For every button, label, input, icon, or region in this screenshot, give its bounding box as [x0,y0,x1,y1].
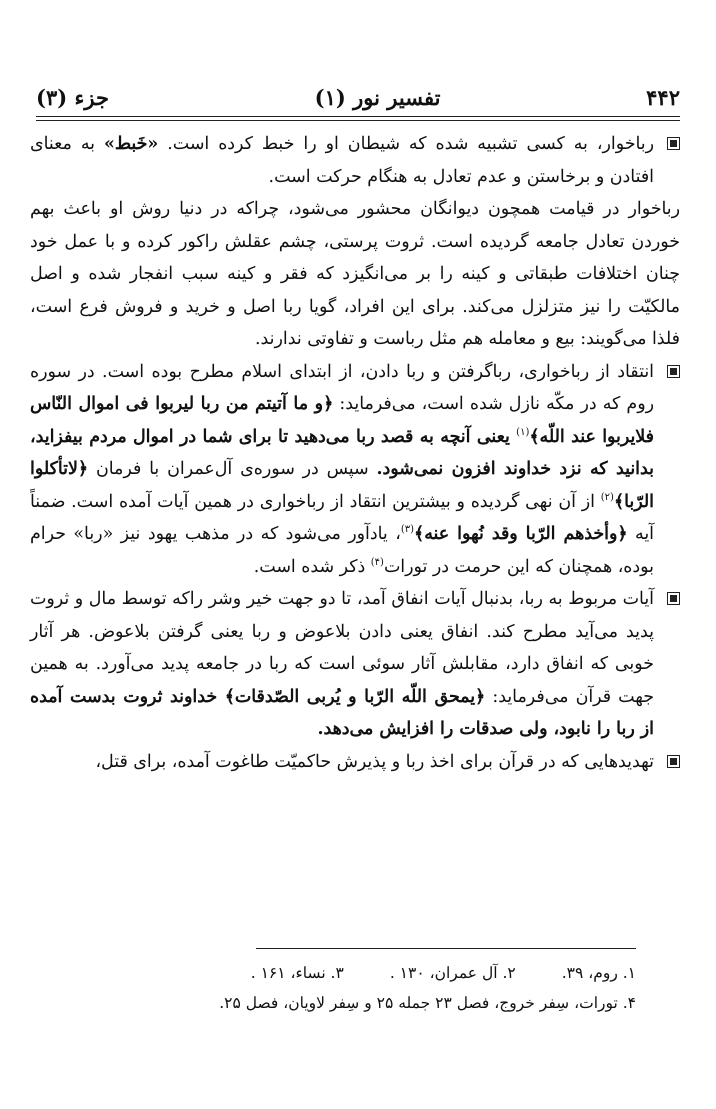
footnote-3: ۳. نساء، ۱۶۱ . [250,964,344,982]
text-run: آیات مربوط به ربا، بدنبال آیات انفاق آمد، تا دو جهت خیر وشر راکه توسط مال و ثروت پدید می‌آید مطرح کند. انفاق یعنی دادن بلاعوض و ربا یعنی گرفتن بلاعوض. هر آثار خوبی که انفاق دارد، مقابلش آثار سوئی است که ربا در جامعه پدید می‌آورد. به همین جهت قرآن می‌فرماید: [30,589,654,707]
bullet-box-icon [667,365,680,378]
paragraph [30,746,680,779]
emphasis-text: «خَبط» [103,134,159,154]
bullet-box-icon [667,592,680,605]
text-run: ، یادآور می‌شود که در مذهب یهود نیز «ربا» حرام بوده، همچنان که این حرمت در تورات [30,524,654,577]
text-run: به معنای افتادن و برخاستن و عدم تعادل به هنگام حرکت است. [30,134,654,187]
running-header [36,80,680,114]
text-run: انتقاد از رباخواری، رباگرفتن و ربا دادن، از ابتدای اسلام مطرح بوده است. در سوره روم که در مکّه نازل شده است، می‌فرماید: [30,361,654,414]
footnote-2: ۲. آل عمران، ۱۳۰ . [389,964,516,982]
text-run: ذکر شده است. [253,556,371,577]
footnote-ref: (۳) [400,524,415,536]
text-run: از آن نهی گردیده و بیشترین انتقاد از رباخواری در همین آیات آمده است. ضمناً آیه [30,491,655,544]
footnotes [60,958,636,1018]
emphasis-text: ﴿یمحق اللّه الرّبا و یُربی الصّدقات﴾ [224,686,486,707]
footnote-ref: (۱) [516,426,530,438]
paragraph [30,128,680,193]
footnote-ref: (۲) [600,491,614,503]
bullet-box-icon [667,137,680,150]
page-number: ۴۴۲ [646,84,680,110]
header-rule [36,116,680,117]
footnote-rule [256,948,636,949]
paragraph [30,583,680,746]
emphasis-text: ﴿و ما آتیتم من ربا لیربوا فی اموال النّاس فلایربوا عند اللّه﴾ [30,394,654,447]
bullet-box-icon [667,755,680,768]
text-run: رباخوار در قیامت همچون دیوانگان محشور می‌شود، چراکه در دنیا روش او باعث بهم خوردن تعادل جامعه گردیده است. ثروت پرستی، چشم عقلش راکور کرده و با عمل خود چنان اختلافات طبقاتی و کینه را بر می‌انگیزد که فقر و کینه سبب انفجار شده و اصل مالکیّت را نیز متزلزل می‌کند. برای این افراد، گویا ربا اصل و خرید و فروش فرع است، فلذا می‌گویند: بیع و معامله هم مثل رباست و تفاوتی ندارند. [30,199,680,349]
paragraph [30,193,680,356]
section-label: جزء (۳) [36,84,109,110]
emphasis-text: یعنی آنچه به قصد ربا می‌دهید تا برای شما در اموال مردم بیفزاید، بدانید که نزد خداوند افزون نمی‌شود. [30,426,654,479]
footnote-4: ۴. تورات، سِفر خروج، فصل ۲۳ جمله ۲۵ و سِفر لاویان، فصل ۲۵. [219,994,636,1012]
footnote-1: ۱. روم، ۳۹. [561,964,636,982]
text-run: رباخوار، به کسی تشبیه شده که شیطان او را خبط کرده است. [158,134,654,154]
emphasis-text: ﴿وأخذهم الرّبا وقد نُهوا عنه﴾ [414,524,628,544]
header-rule-second [36,120,680,121]
emphasis-text: ﴿لاتأکلوا الرّبا﴾ [30,459,654,512]
emphasis-text: خداوند ثروت بدست آمده از ربا را نابود، ولی صدقات را افزایش می‌دهد. [30,686,654,739]
paragraph [30,356,680,584]
page-body [30,128,680,778]
text-run: سپس در سوره‌ی آل‌عمران با فرمان [88,459,377,479]
book-title: تفسیر نور (۱) [314,84,441,110]
text-run: تهدیدهایی که در قرآن برای اخذ ربا و پذیرش حاکمیّت طاغوت آمده، برای قتل، [95,751,654,772]
footnote-ref: (۴) [370,556,384,568]
footnote-line [60,958,636,988]
